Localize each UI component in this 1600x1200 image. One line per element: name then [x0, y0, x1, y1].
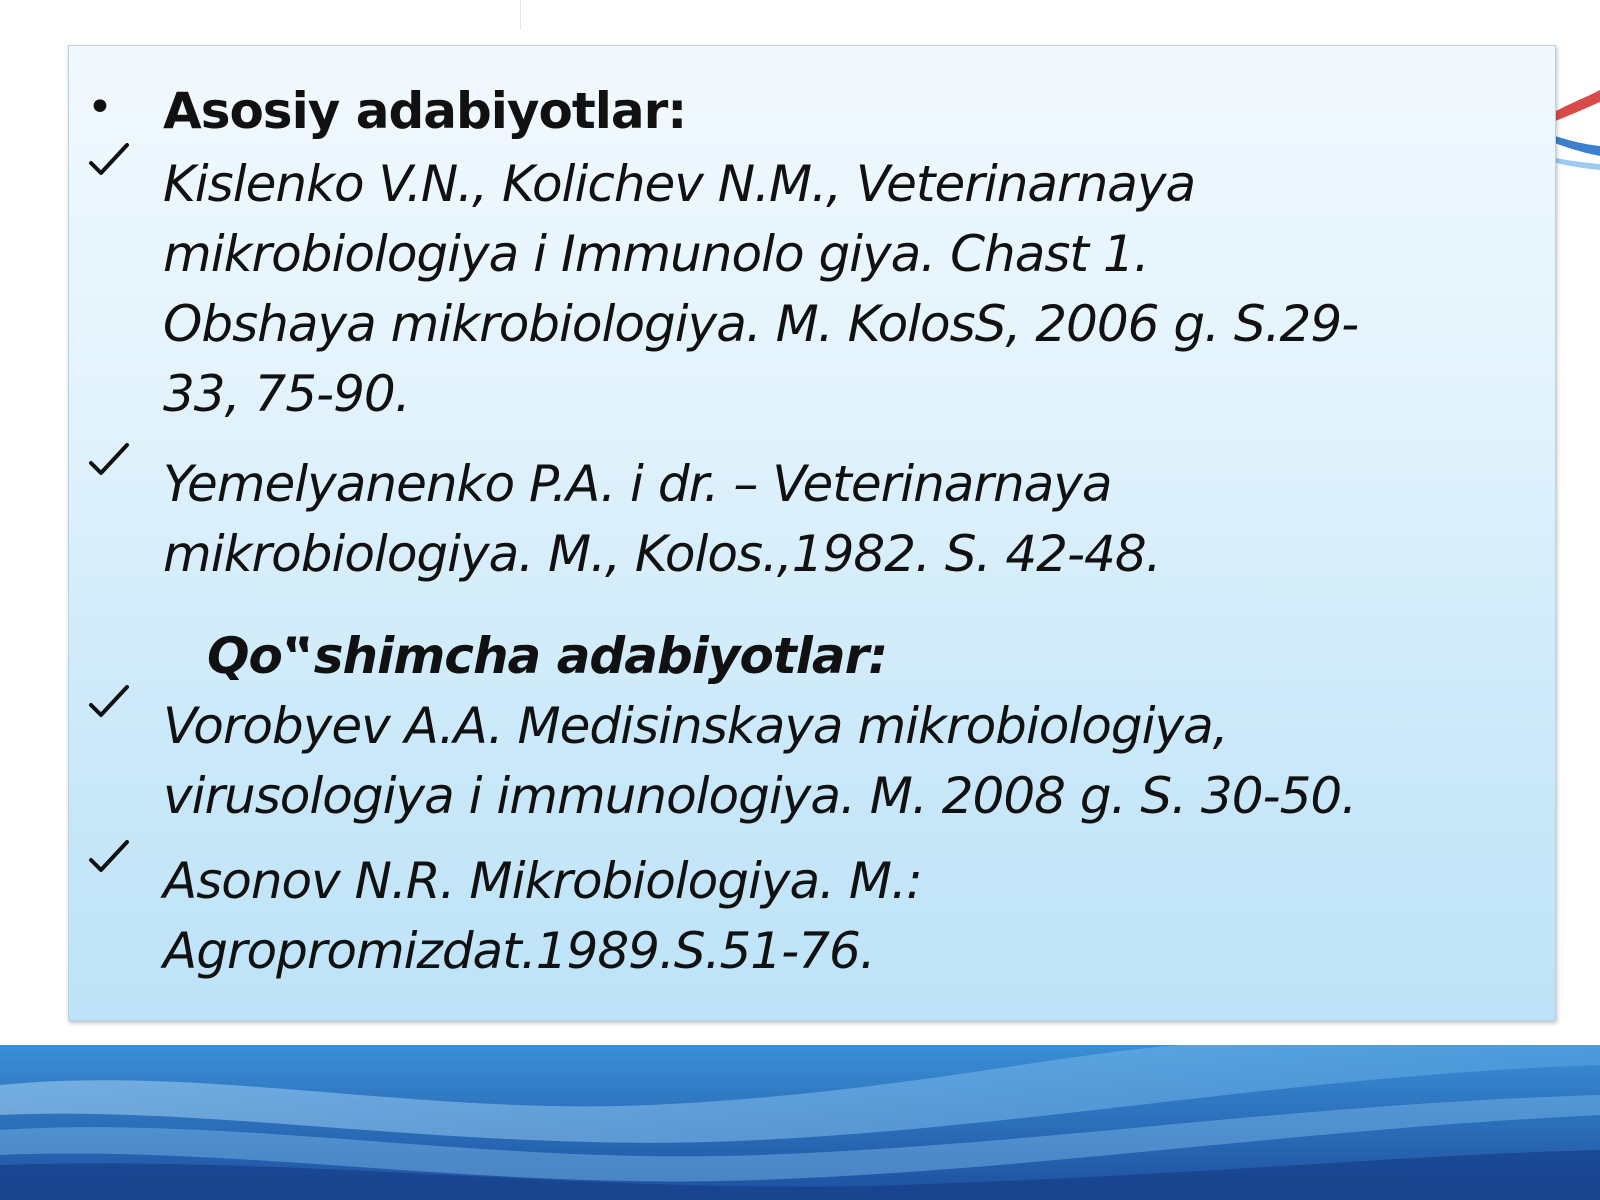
reference-text: Asonov N.R. Mikrobiologiya. M.: Agropromizdat.1989.S.51-76. — [163, 852, 922, 980]
check-icon — [87, 683, 131, 723]
bottom-wave-decoration — [0, 1045, 1600, 1200]
main-references-title: Asosiy adabiyotlar: — [163, 82, 687, 140]
bullet-dot-icon: • — [87, 82, 113, 133]
additional-references-title: Qo‟shimcha adabiyotlar: — [207, 627, 888, 685]
reference-text: Yemelyanenko P.A. i dr. – Veterinarnaya mikrobiologiya. M., Kolos.,1982. S. 42-48. — [163, 455, 1161, 583]
top-divider-line — [520, 0, 521, 30]
references-text — [69, 46, 1555, 1020]
reference-text: Kislenko V.N., Kolichev N.M., Veterinarnaya mikrobiologiya i Immunolo giya. Chast 1. Obshaya mikrobiologiya. M. KolosS, 2006 g. S.29- 33, 75-90. — [163, 155, 1359, 423]
references-box — [68, 45, 1556, 1021]
check-icon — [87, 141, 131, 181]
reference-text: Vorobyev A.A. Medisinskaya mikrobiologiya, virusologiya i immunologiya. M. 2008 g. S. 30-50. — [163, 697, 1357, 825]
main-references-heading — [87, 76, 1527, 146]
check-icon — [87, 838, 131, 878]
check-icon — [87, 441, 131, 481]
